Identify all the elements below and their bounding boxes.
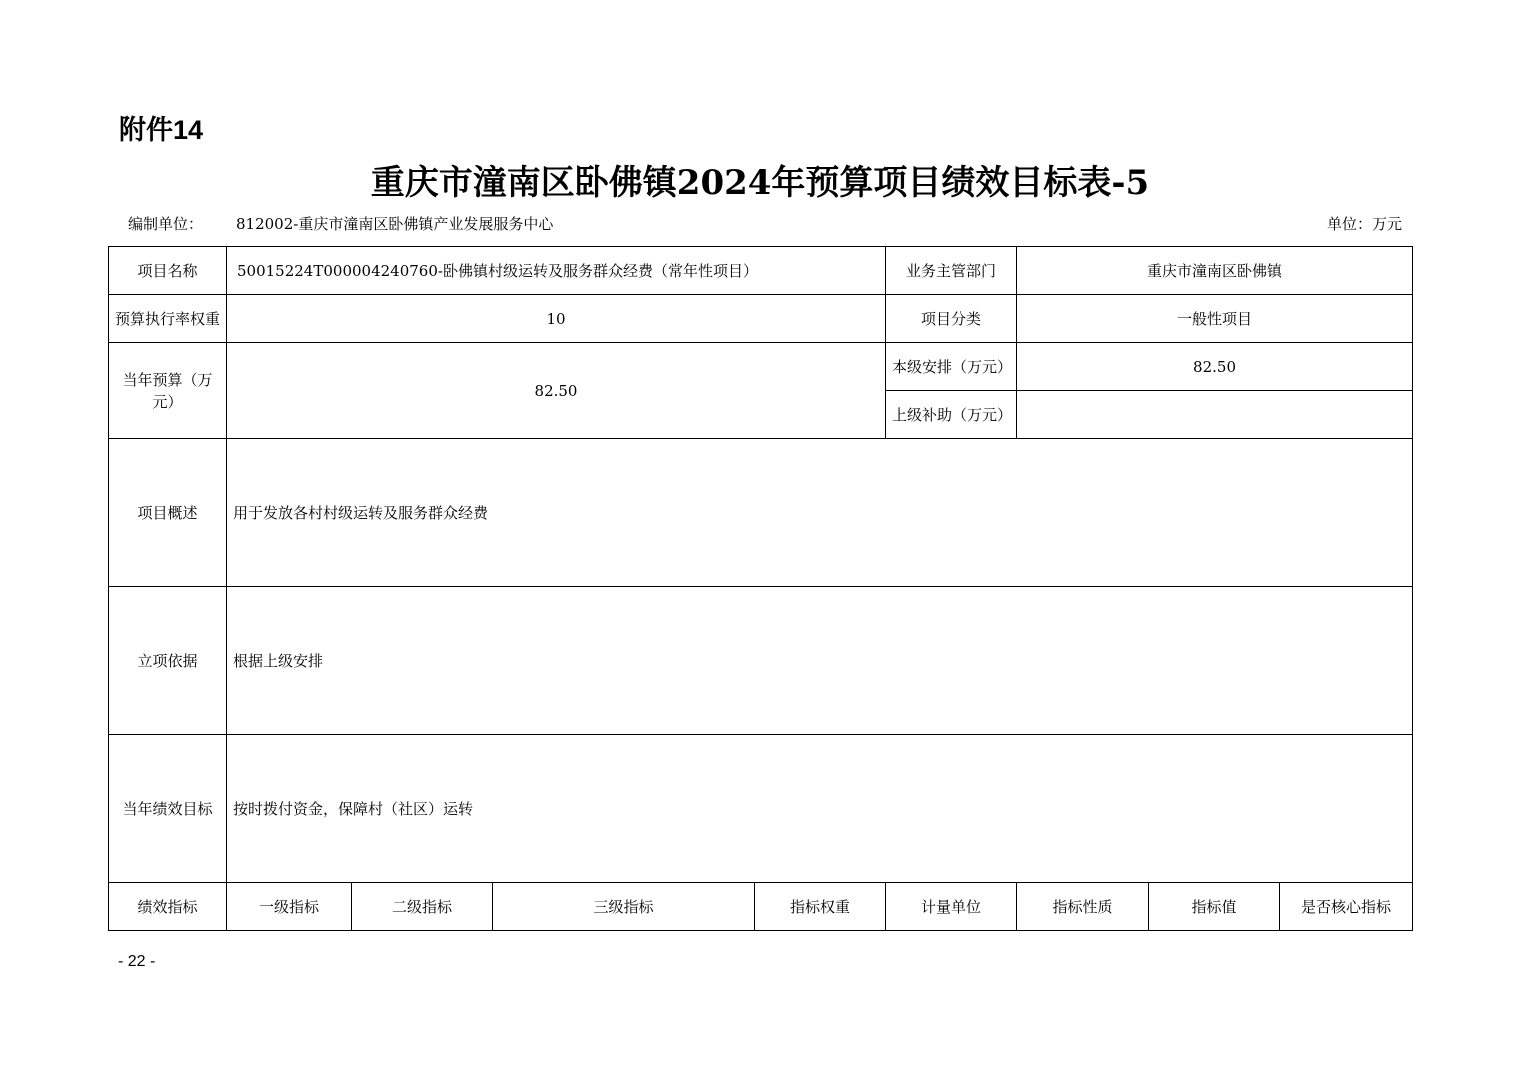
indicator-header-cell: 一级指标 (227, 883, 352, 931)
project-name-label: 项目名称 (109, 247, 227, 295)
compiling-unit-label: 编制单位： (128, 215, 204, 233)
table-row (109, 295, 1413, 343)
compiling-unit-value: 812002-重庆市潼南区卧佛镇产业发展服务中心 (236, 215, 554, 233)
subsidy-label: 上级补助（万元） (886, 391, 1017, 439)
project-name-value: 50015224T000004240760-卧佛镇村级运转及服务群众经费（常年性项目） (227, 247, 886, 295)
indicator-header-cell: 指标权重 (755, 883, 886, 931)
goal-value: 按时拨付资金，保障村（社区）运转 (227, 735, 1413, 883)
performance-table (108, 246, 1413, 931)
local-allocation-label: 本级安排（万元） (886, 343, 1017, 391)
basis-value: 根据上级安排 (227, 587, 1413, 735)
goal-label: 当年绩效目标 (109, 735, 227, 883)
table-row (109, 343, 1413, 391)
dept-label: 业务主管部门 (886, 247, 1017, 295)
overview-label: 项目概述 (109, 439, 227, 587)
attachment-label: 附件14 (119, 115, 204, 145)
indicator-header-cell: 绩效指标 (109, 883, 227, 931)
table-row (109, 439, 1413, 587)
category-value: 一般性项目 (1017, 295, 1413, 343)
exec-rate-label: 预算执行率权重 (109, 295, 227, 343)
basis-label: 立项依据 (109, 587, 227, 735)
local-allocation-value: 82.50 (1017, 343, 1413, 391)
indicator-header-cell: 三级指标 (493, 883, 755, 931)
dept-value: 重庆市潼南区卧佛镇 (1017, 247, 1413, 295)
overview-value: 用于发放各村村级运转及服务群众经费 (227, 439, 1413, 587)
table-row (109, 587, 1413, 735)
category-label: 项目分类 (886, 295, 1017, 343)
currency-unit: 单位：万元 (1326, 215, 1402, 233)
indicator-header-row (109, 883, 1413, 931)
page-number: - 22 - (118, 953, 156, 970)
indicator-header-cell: 指标值 (1149, 883, 1280, 931)
subsidy-value (1017, 391, 1413, 439)
exec-rate-value: 10 (227, 295, 886, 343)
indicator-header-cell: 计量单位 (886, 883, 1017, 931)
indicator-header-cell: 是否核心指标 (1280, 883, 1413, 931)
document-title: 重庆市潼南区卧佛镇2024年预算项目绩效目标表-5 (370, 163, 1150, 203)
table-row (109, 247, 1413, 295)
budget-value: 82.50 (227, 343, 886, 439)
indicator-header-cell: 二级指标 (352, 883, 493, 931)
table-row (109, 735, 1413, 883)
indicator-header-cell: 指标性质 (1017, 883, 1149, 931)
budget-label: 当年预算（万元） (109, 343, 227, 439)
